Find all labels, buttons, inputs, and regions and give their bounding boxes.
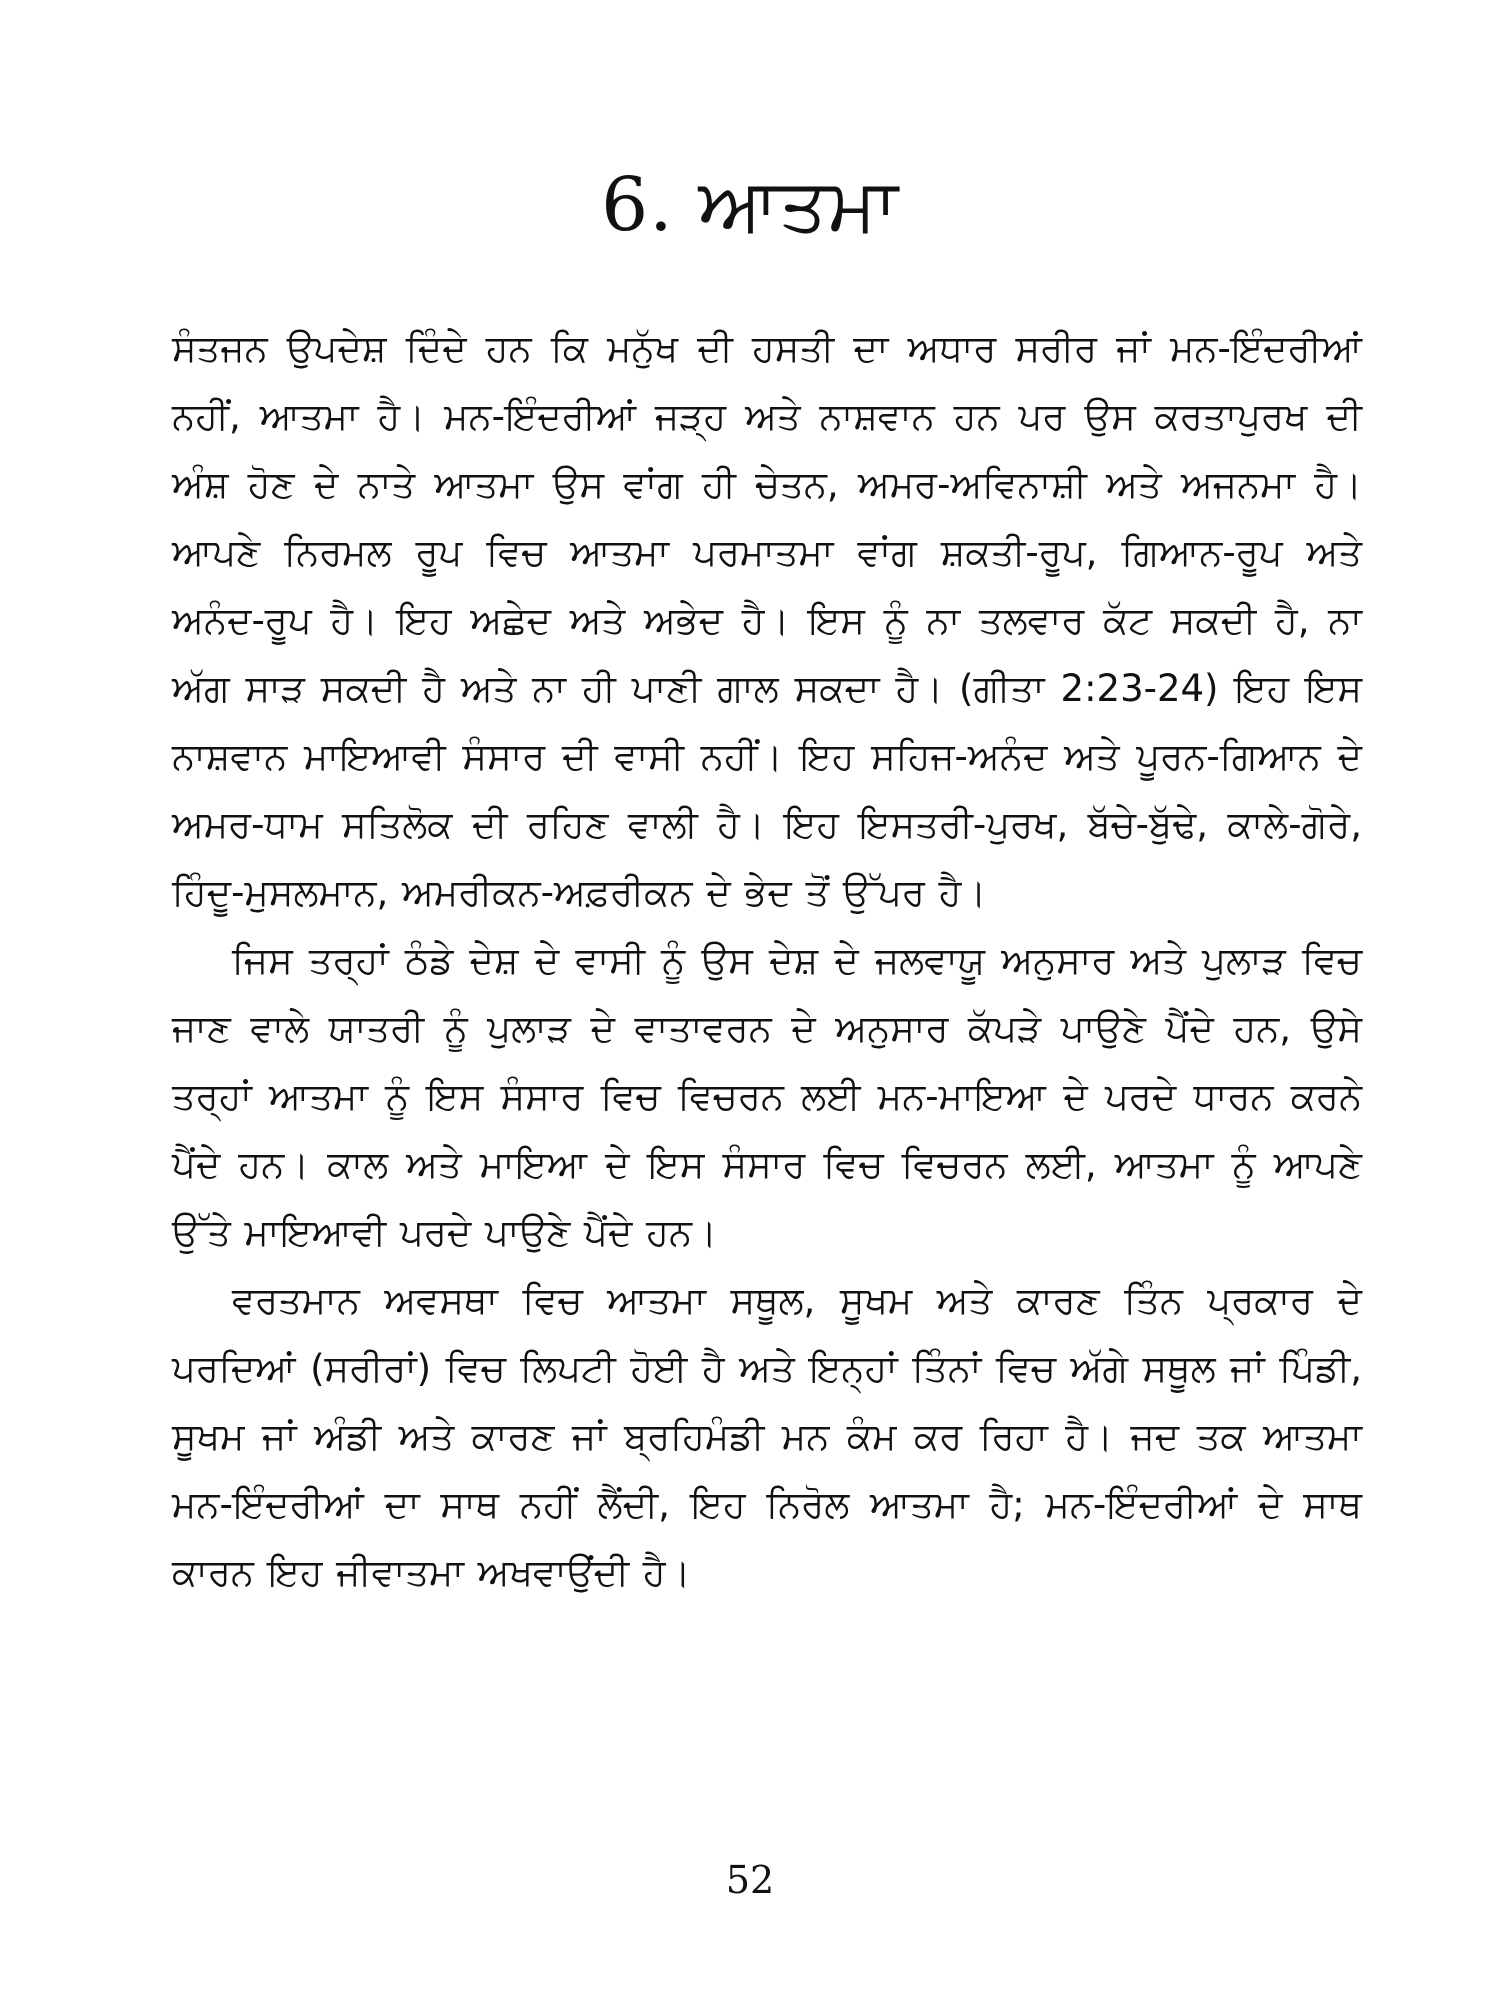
- paragraph-1: ਸੰਤਜਨ ਉਪਦੇਸ਼ ਦਿੰਦੇ ਹਨ ਕਿ ਮਨੁੱਖ ਦੀ ਹਸਤੀ ਦਾ ਅਧਾਰ ਸਰੀਰ ਜਾਂ ਮਨ-ਇੰਦਰੀਆਂ ਨਹੀਂ, ਆਤਮਾ ਹੈ। ਮਨ-ਇੰਦਰੀਆਂ ਜੜ੍ਹ ਅਤੇ ਨਾਸ਼ਵਾਨ ਹਨ ਪਰ ਉਸ ਕਰਤਾਪੁਰਖ ਦੀ ਅੰਸ਼ ਹੋਣ ਦੇ ਨਾਤੇ ਆਤਮਾ ਉਸ ਵਾਂਗ ਹੀ ਚੇਤਨ, ਅਮਰ-ਅਵਿਨਾਸ਼ੀ ਅਤੇ ਅਜਨਮਾ ਹੈ। ਆਪਣੇ ਨਿਰਮਲ ਰੂਪ ਵਿਚ ਆਤਮਾ ਪਰਮਾਤਮਾ ਵਾਂਗ ਸ਼ਕਤੀ-ਰੂਪ, ਗਿਆਨ-ਰੂਪ ਅਤੇ ਅਨੰਦ-ਰੂਪ ਹੈ। ਇਹ ਅਛੇਦ ਅਤੇ ਅਭੇਦ ਹੈ। ਇਸ ਨੂੰ ਨਾ ਤਲਵਾਰ ਕੱਟ ਸਕਦੀ ਹੈ, ਨਾ ਅੱਗ ਸਾੜ ਸਕਦੀ ਹੈ ਅਤੇ ਨਾ ਹੀ ਪਾਣੀ ਗਾਲ ਸਕਦਾ ਹੈ। (ਗੀਤਾ 2:23-24) ਇਹ ਇਸ ਨਾਸ਼ਵਾਨ ਮਾਇਆਵੀ ਸੰਸਾਰ ਦੀ ਵਾਸੀ ਨਹੀਂ। ਇਹ ਸਹਿਜ-ਅਨੰਦ ਅਤੇ ਪੂਰਨ-ਗਿਆਨ ਦੇ ਅਮਰ-ਧਾਮ ਸਤਿਲੋਕ ਦੀ ਰਹਿਣ ਵਾਲੀ ਹੈ। ਇਹ ਇਸਤਰੀ-ਪੁਰਖ, ਬੱਚੇ-ਬੁੱਢੇ, ਕਾਲੇ-ਗੋਰੇ, ਹਿੰਦੂ-ਮੁਸਲਮਾਨ, ਅਮਰੀਕਨ-ਅਫ਼ਰੀਕਨ ਦੇ ਭੇਦ ਤੋਂ ਉੱਪਰ ਹੈ।: [172, 327, 1362, 914]
- page-number: 52: [725, 1858, 775, 1902]
- chapter-title: 6. ਆਤਮਾ: [601, 162, 899, 248]
- paragraph-3: ਵਰਤਮਾਨ ਅਵਸਥਾ ਵਿਚ ਆਤਮਾ ਸਥੂਲ, ਸੂਖਮ ਅਤੇ ਕਾਰਣ ਤਿੰਨ ਪ੍ਰਕਾਰ ਦੇ ਪਰਦਿਆਂ (ਸਰੀਰਾਂ) ਵਿਚ ਲਿਪਟੀ ਹੋਈ ਹੈ ਅਤੇ ਇਨ੍ਹਾਂ ਤਿੰਨਾਂ ਵਿਚ ਅੱਗੇ ਸਥੂਲ ਜਾਂ ਪਿੰਡੀ, ਸੂਖਮ ਜਾਂ ਅੰਡੀ ਅਤੇ ਕਾਰਣ ਜਾਂ ਬ੍ਰਹਿਮੰਡੀ ਮਨ ਕੰਮ ਕਰ ਰਿਹਾ ਹੈ। ਜਦ ਤਕ ਆਤਮਾ ਮਨ-ਇੰਦਰੀਆਂ ਦਾ ਸਾਥ ਨਹੀਂ ਲੈਂਦੀ, ਇਹ ਨਿਰੋਲ ਆਤਮਾ ਹੈ; ਮਨ-ਇੰਦਰੀਆਂ ਦੇ ਸਾਥ ਕਾਰਨ ਇਹ ਜੀਵਾਤਮਾ ਅਖਵਾਉਂਦੀ ਹੈ।: [172, 1279, 1362, 1594]
- chapter-body: [172, 315, 1362, 1607]
- paragraph-2: ਜਿਸ ਤਰ੍ਹਾਂ ਠੰਡੇ ਦੇਸ਼ ਦੇ ਵਾਸੀ ਨੂੰ ਉਸ ਦੇਸ਼ ਦੇ ਜਲਵਾਯੂ ਅਨੁਸਾਰ ਅਤੇ ਪੁਲਾੜ ਵਿਚ ਜਾਣ ਵਾਲੇ ਯਾਤਰੀ ਨੂੰ ਪੁਲਾੜ ਦੇ ਵਾਤਾਵਰਨ ਦੇ ਅਨੁਸਾਰ ਕੱਪੜੇ ਪਾਉਣੇ ਪੈਂਦੇ ਹਨ, ਉਸੇ ਤਰ੍ਹਾਂ ਆਤਮਾ ਨੂੰ ਇਸ ਸੰਸਾਰ ਵਿਚ ਵਿਚਰਨ ਲਈ ਮਨ-ਮਾਇਆ ਦੇ ਪਰਦੇ ਧਾਰਨ ਕਰਨੇ ਪੈਂਦੇ ਹਨ। ਕਾਲ ਅਤੇ ਮਾਇਆ ਦੇ ਇਸ ਸੰਸਾਰ ਵਿਚ ਵਿਚਰਨ ਲਈ, ਆਤਮਾ ਨੂੰ ਆਪਣੇ ਉੱਤੇ ਮਾਇਆਵੀ ਪਰਦੇ ਪਾਉਣੇ ਪੈਂਦੇ ਹਨ।: [172, 939, 1362, 1254]
